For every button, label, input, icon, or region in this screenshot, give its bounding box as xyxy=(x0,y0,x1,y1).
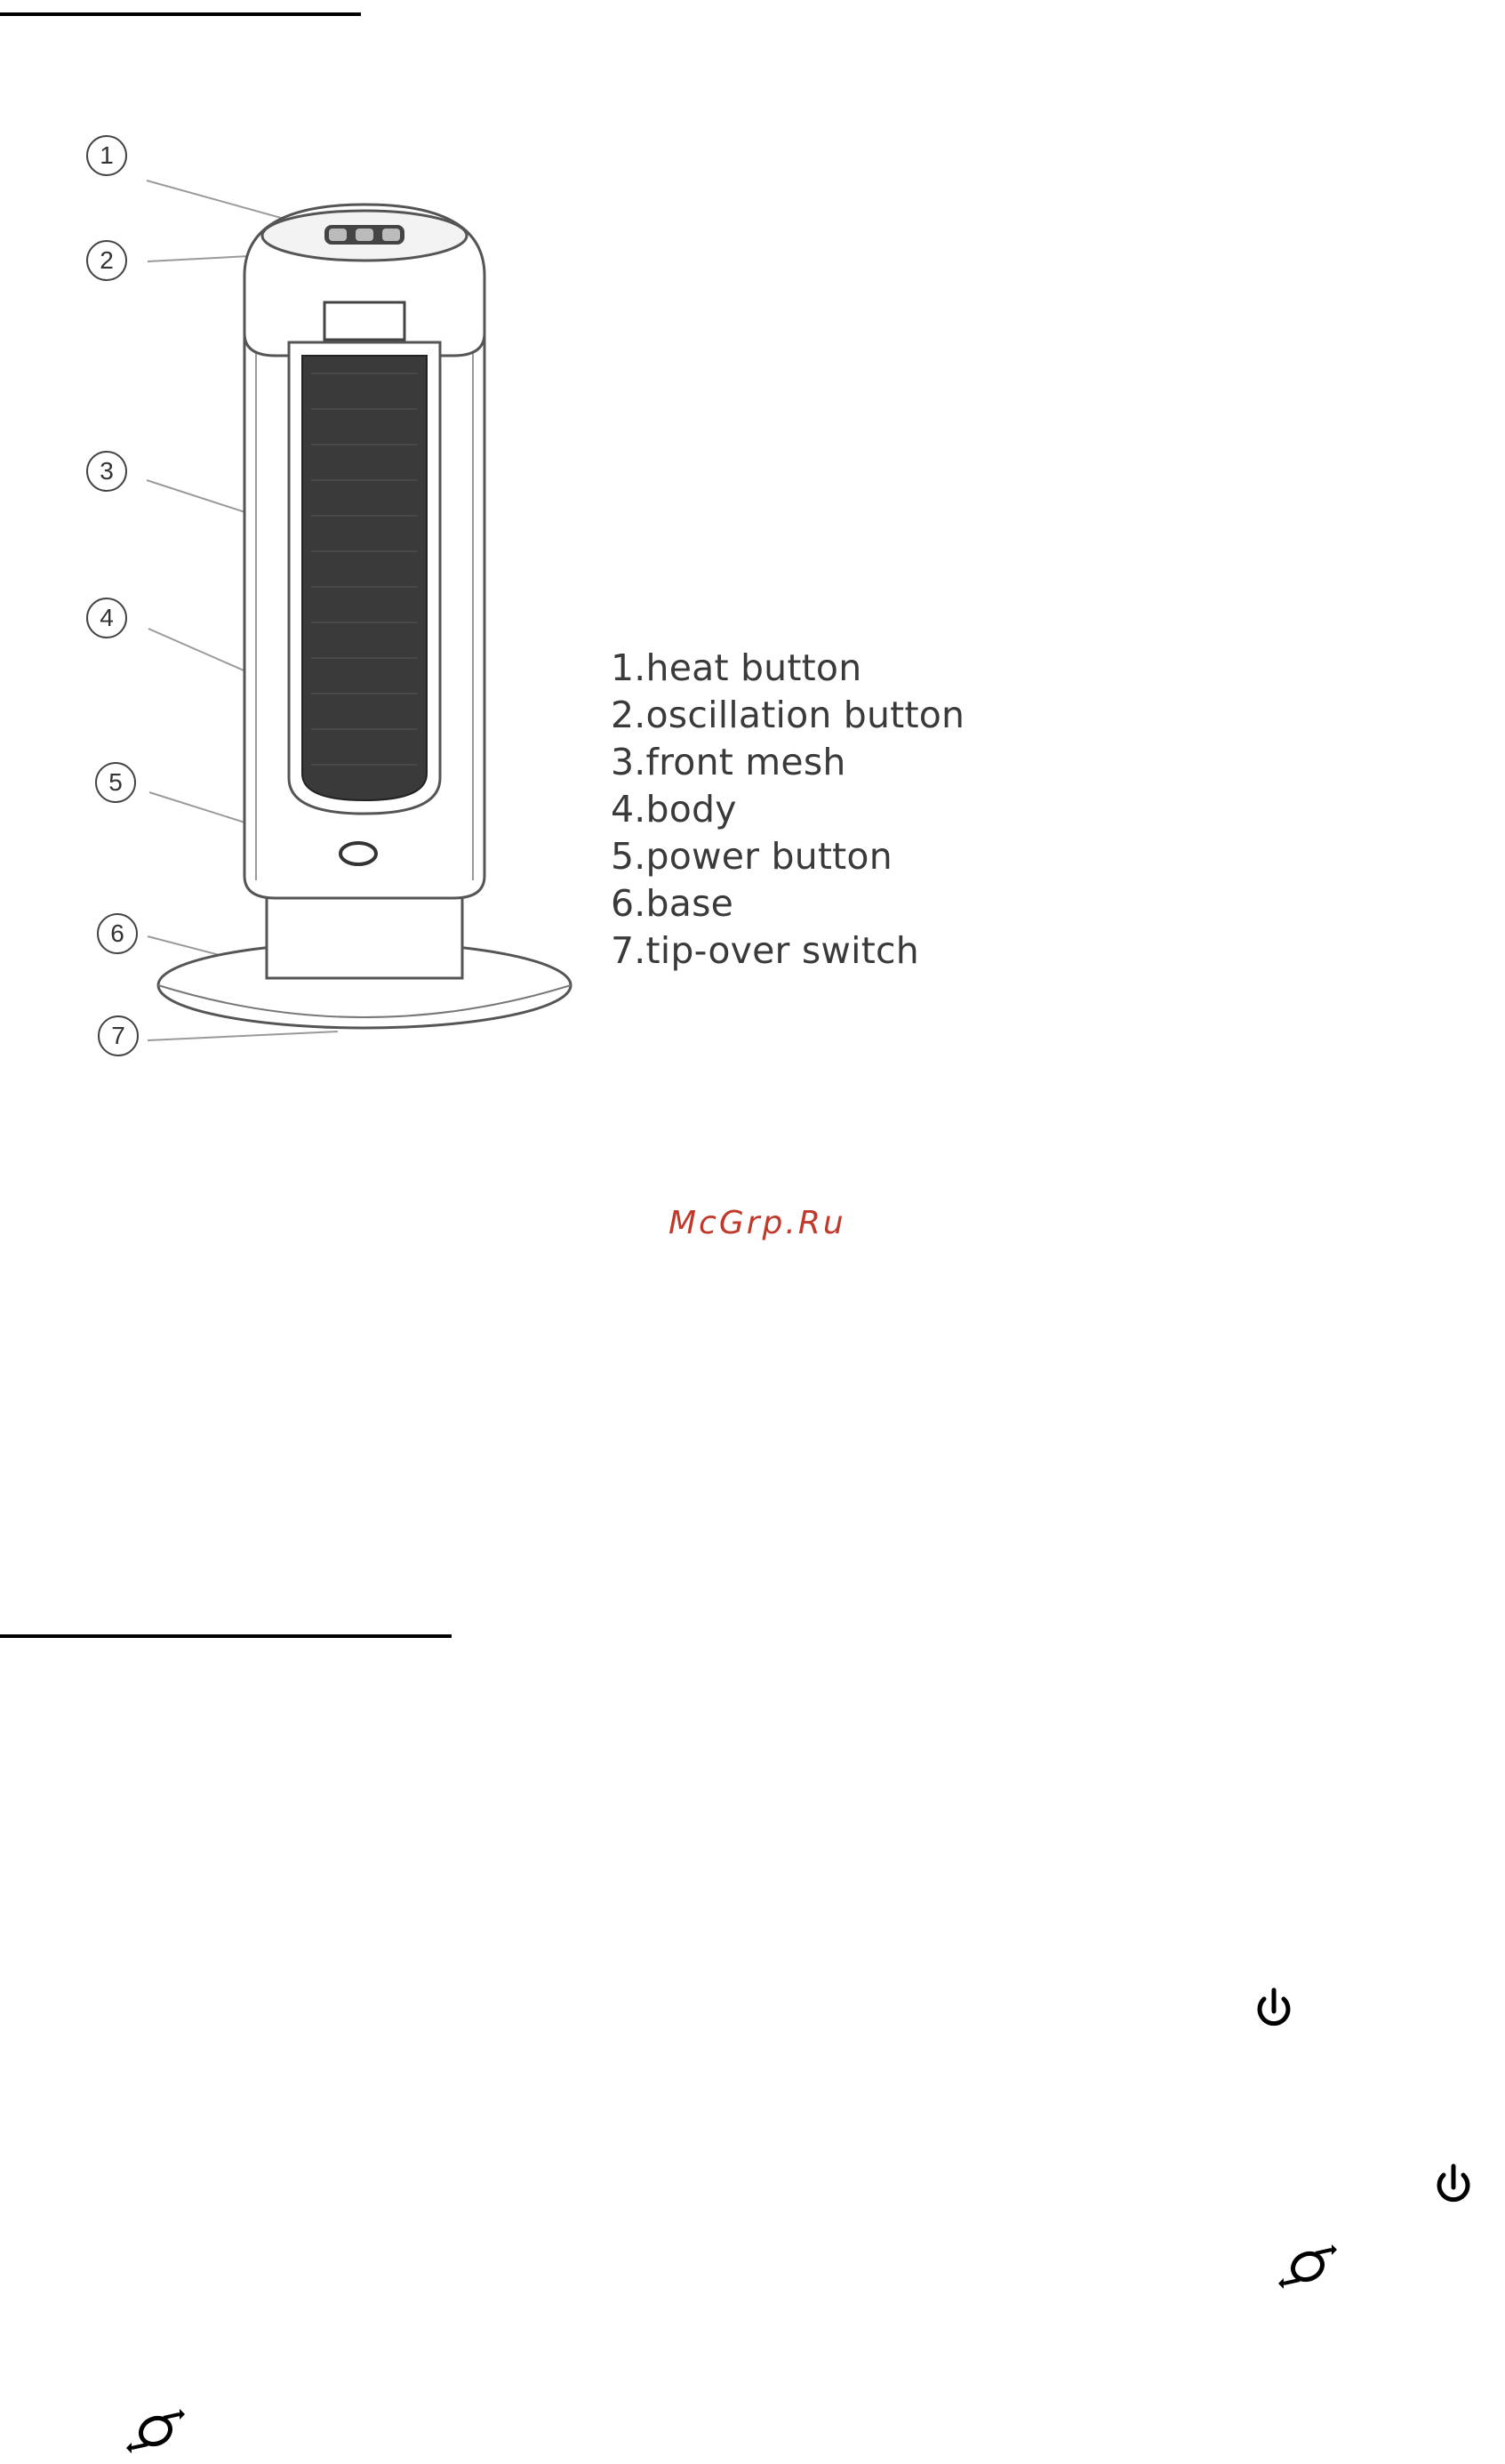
section-rule-middle xyxy=(0,1634,452,1638)
callout-6: 6 xyxy=(97,913,138,954)
legend-item: 2.oscillation button xyxy=(611,694,965,736)
power-icon xyxy=(1252,1983,1296,2036)
oscillation-icon xyxy=(1277,2241,1339,2292)
legend-item: 4.body xyxy=(611,788,737,831)
legend-item: 3.front mesh xyxy=(611,741,846,783)
legend-item: 5.power button xyxy=(611,835,893,878)
heater-illustration xyxy=(62,116,596,1094)
callout-1: 1 xyxy=(86,135,127,176)
callout-2: 2 xyxy=(86,240,127,281)
callout-5: 5 xyxy=(95,762,136,803)
power-icon xyxy=(1431,2159,1476,2212)
legend-item: 1.heat button xyxy=(611,646,862,689)
section-rule-top xyxy=(0,12,361,16)
callout-7: 7 xyxy=(98,1015,139,1056)
watermark: McGrp.Ru xyxy=(668,1205,846,1241)
legend-item: 7.tip-over switch xyxy=(611,929,919,972)
legend-item: 6.base xyxy=(611,882,734,925)
callout-3: 3 xyxy=(86,451,127,492)
oscillation-icon xyxy=(124,2405,187,2457)
parts-legend xyxy=(611,645,965,975)
callout-4: 4 xyxy=(86,598,127,638)
heater-drawing xyxy=(62,116,596,1094)
